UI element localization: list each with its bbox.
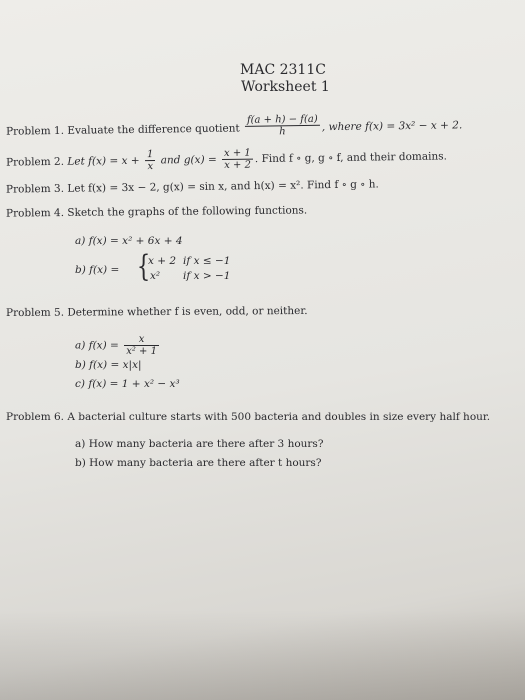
problem-2-task: . Find f ∘ g, g ∘ f, and their domains.: [254, 150, 447, 166]
problem-3: [6, 177, 379, 196]
f-fraction-numerator: 1: [145, 149, 156, 161]
piecewise-case-1-cond: if x ≤ −1: [183, 255, 231, 267]
difference-quotient: [245, 114, 320, 138]
piecewise-case-2-expr: x²: [150, 270, 161, 282]
problem-2-label: Problem 2.: [5, 155, 65, 169]
problem-5b: b) f(x) = x|x|: [75, 359, 142, 371]
problem-3-label: Problem 3.: [5, 182, 65, 196]
f-fraction-denominator: x: [147, 161, 154, 173]
difference-quotient-numerator: f(a + h) − f(a): [245, 114, 320, 127]
g-fraction-denominator: x + 2: [224, 159, 252, 172]
problem-6b: b) How many bacteria are there after t hours?: [75, 457, 322, 469]
problem-6a: a) How many bacteria are there after 3 hours?: [75, 438, 324, 450]
problem-6: [6, 410, 490, 424]
problem-1: [6, 114, 463, 143]
problem-5a: [75, 334, 161, 357]
g-fraction-numerator: x + 1: [222, 148, 253, 160]
problem-1-text: Evaluate the difference quotient: [67, 122, 240, 137]
problem-5a-fraction: [124, 334, 159, 357]
worksheet-title: Worksheet 1: [241, 79, 330, 95]
f-fraction: [145, 149, 156, 172]
problem-5c: c) f(x) = 1 + x² − x³: [75, 378, 180, 390]
problem-6-label: Problem 6.: [6, 411, 65, 423]
problem-5a-denominator: x² + 1: [126, 346, 157, 357]
problem-4: [6, 203, 307, 220]
problem-6-text: A bacterial culture starts with 500 bacteria and doubles in size every half hour.: [67, 411, 491, 423]
problem-1-label: Problem 1.: [5, 124, 65, 138]
piecewise-brace: {: [136, 249, 151, 284]
course-title: MAC 2311C: [240, 62, 326, 78]
piecewise-case-1-expr: x + 2: [148, 255, 177, 267]
problem-4-text: Sketch the graphs of the following functions.: [67, 204, 308, 219]
problem-4a: a) f(x) = x² + 6x + 4: [75, 235, 183, 247]
problem-5-text: Determine whether f is even, odd, or neither.: [67, 304, 308, 319]
problem-2: [6, 145, 447, 174]
problem-4b-label: b) f(x) =: [75, 264, 120, 276]
piecewise-case-2-cond: if x > −1: [183, 270, 231, 282]
problem-5a-numerator: x: [124, 334, 159, 346]
problem-3-text: Let f(x) = 3x − 2, g(x) = sin x, and h(x) = x². Find f ∘ g ∘ h.: [67, 178, 379, 195]
page-shadow: [0, 610, 525, 700]
problem-5a-label: a) f(x) =: [75, 339, 119, 352]
g-fraction: [222, 148, 253, 171]
problem-5-label: Problem 5.: [5, 306, 65, 320]
problem-4-label: Problem 4.: [5, 206, 65, 220]
problem-5: [6, 304, 308, 320]
problem-1-function: , where f(x) = 3x² − x + 2.: [321, 119, 463, 134]
problem-2-g-def: and g(x) =: [160, 153, 217, 167]
problem-2-f-def: Let f(x) = x +: [67, 154, 140, 168]
difference-quotient-denominator: h: [279, 126, 286, 138]
